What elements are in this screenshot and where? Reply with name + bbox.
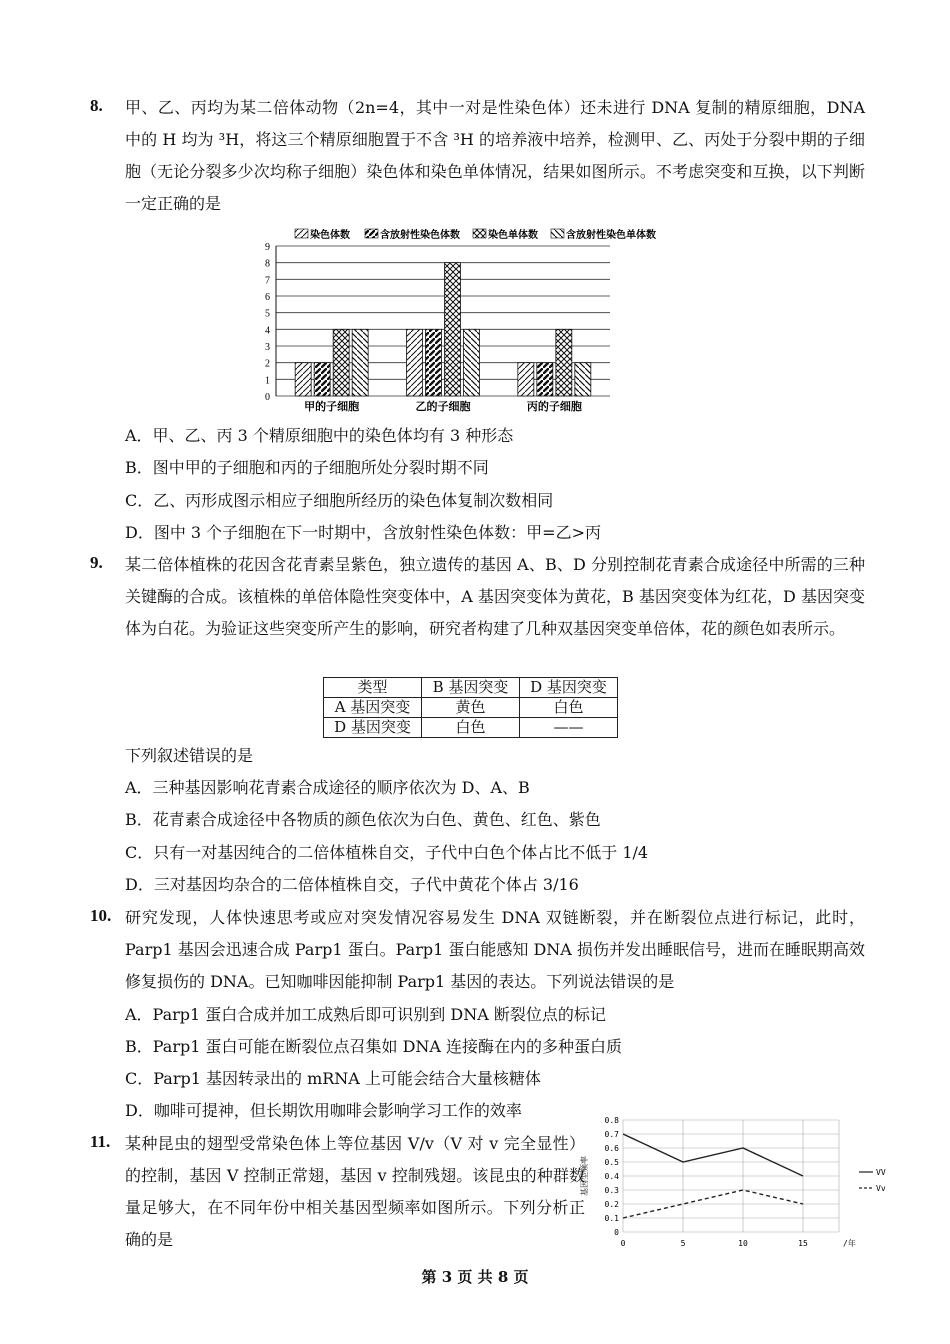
legend-label: 含放射性染色体数 [380, 230, 460, 241]
legend-label: Vv [876, 1184, 886, 1193]
page-footer: 第 3 页 共 8 页 [421, 1268, 529, 1286]
table-cell: 黄色 [422, 698, 520, 718]
bar [314, 363, 330, 396]
bar [352, 329, 368, 396]
question-9-option-d: D．三对基因均杂合的二倍体植株自交，子代中黄花个体占 3/16 [125, 875, 579, 894]
question-9-lead: 下列叙述错误的是 [125, 746, 254, 765]
y-tick-label: 0.1 [604, 1214, 619, 1223]
question-10-option-c: C．Parp1 基因转录出的 mRNA 上可能会结合大量核糖体 [125, 1069, 541, 1088]
y-tick-label: 0.8 [604, 1116, 619, 1125]
question-9-option-b: B．花青素合成途径中各物质的颜色依次为白色、黄色、红色、紫色 [125, 810, 601, 829]
y-tick-label: 3 [265, 342, 270, 353]
question-9-stem: 某二倍体植株的花因含花青素呈紫色，独立遗传的基因 A、B、D 分别控制花青素合成途径中所需的三种关键酶的合成。该植株的单倍体隐性突变体中，A 基因突变体为黄花，B 基因突变体为红花，D 基因突变体为白花。为验证这些突变所产生的影响，研究者构建了几种双基因突变单倍体，花的颜色如表所示。 [125, 555, 865, 638]
x-tick-label: 10 [738, 1239, 748, 1248]
bar [537, 363, 553, 396]
question-9-number: 9. [90, 553, 103, 572]
x-tick-label: 15 [798, 1239, 808, 1248]
line-chart [575, 1108, 895, 1258]
y-tick-label: 0 [265, 392, 270, 403]
question-11-number: 11. [90, 1132, 111, 1151]
x-tick-label: 乙的子细胞 [415, 400, 471, 413]
table-header-cell: B 基因突变 [422, 678, 520, 698]
question-8-number: 8. [90, 96, 103, 115]
bar [333, 329, 349, 396]
table-cell: A 基因突变 [324, 698, 422, 718]
table-header-cell: D 基因突变 [520, 678, 618, 698]
legend-swatch [365, 229, 378, 238]
series-line-VV [623, 1134, 803, 1176]
y-tick-label: 5 [265, 308, 270, 320]
x-tick-label: 5 [680, 1239, 686, 1248]
question-10-option-a: A．Parp1 蛋白合成并加工成熟后即可识别到 DNA 断裂位点的标记 [125, 1005, 606, 1024]
question-8-option-b: B．图中甲的子细胞和丙的子细胞所处分裂时期不同 [125, 458, 489, 477]
table-header-cell: 类型 [324, 678, 422, 698]
bar [464, 329, 480, 396]
y-tick-label: 1 [265, 375, 270, 387]
legend-swatch [551, 229, 564, 238]
question-8-option-d: D．图中 3 个子细胞在下一时期中，含放射性染色体数：甲=乙>丙 [125, 523, 601, 542]
y-tick-label: 4 [265, 325, 270, 337]
question-10-number: 10. [90, 906, 112, 925]
table-cell: D 基因突变 [324, 718, 422, 738]
legend-label: 含放射性染色单体数 [566, 230, 656, 241]
legend-label: 染色体数 [310, 230, 350, 241]
question-9-option-a: A．三种基因影响花青素合成途径的顺序依次为 D、A、B [125, 778, 530, 797]
bar [575, 363, 591, 396]
x-tick-label: 甲的子细胞 [304, 400, 360, 413]
bar [295, 363, 311, 396]
table-header-row [324, 678, 618, 698]
y-tick-label: 0.5 [604, 1158, 619, 1167]
question-11-stem: 某种昆虫的翅型受常染色体上等位基因 V/v（V 对 v 完全显性）的控制，基因 V 控制正常翅，基因 v 控制残翅。该昆虫的种群数量足够大，在不同年份中相关基因型频率如图所示。下列分析正确的是 [125, 1134, 585, 1249]
x-tick-label: 丙的子细胞 [526, 400, 582, 413]
table-cell: —— [520, 718, 618, 738]
bar [518, 363, 534, 396]
y-tick-label: 0.3 [604, 1186, 619, 1195]
bar [445, 263, 461, 396]
y-tick-label: 0.4 [604, 1172, 619, 1181]
y-tick-label: 0.2 [604, 1200, 619, 1209]
table-cell: 白色 [422, 718, 520, 738]
question-10-option-b: B．Parp1 蛋白可能在断裂位点召集如 DNA 连接酶在内的多种蛋白质 [125, 1037, 623, 1056]
legend-label: 染色单体数 [488, 230, 538, 241]
bar [426, 329, 442, 396]
y-axis-label: 基因型频率 [580, 1156, 589, 1196]
question-8-option-a: A．甲、乙、丙 3 个精原细胞中的染色体均有 3 种形态 [125, 426, 514, 445]
x-axis-unit: /年 [843, 1239, 856, 1248]
y-tick-label: 0 [614, 1228, 619, 1237]
y-tick-label: 7 [265, 275, 270, 287]
table-row [324, 698, 618, 718]
question-8-option-c: C．乙、丙形成图示相应子细胞所经历的染色体复制次数相同 [125, 491, 554, 510]
question-8-stem: 甲、乙、丙均为某二倍体动物（2n=4，其中一对是性染色体）还未进行 DNA 复制的精原细胞，DNA 中的 H 均为 ³H，将这三个精原细胞置于不含 ³H 的培养液中培养，检测甲、乙、丙处于分裂中期的子细胞（无论分裂多少次均称子细胞）染色体和染色单体情况，结果如图所示。不考虑突变和互换，以下判断一定正确的是 [125, 98, 865, 213]
legend-label: VV [876, 1168, 886, 1177]
table-row [324, 718, 618, 738]
bar [407, 329, 423, 396]
question-10-stem: 研究发现，人体快速思考或应对突发情况容易发生 DNA 双链断裂，并在断裂位点进行标记，此时，Parp1 基因会迅速合成 Parp1 蛋白。Parp1 蛋白能感知 DNA 损伤并发出睡眠信号，进而在睡眠期高效修复损伤的 DNA。已知咖啡因能抑制 Parp1 基因的表达。下列说法错误的是 [125, 908, 865, 991]
y-tick-label: 0.7 [604, 1130, 619, 1139]
y-tick-label: 9 [265, 242, 270, 253]
y-tick-label: 6 [265, 292, 270, 303]
bar-chart [255, 224, 705, 419]
y-tick-label: 0.6 [604, 1144, 619, 1153]
x-tick-label: 0 [620, 1239, 626, 1248]
legend-swatch [473, 229, 486, 238]
question-10-option-d: D．咖啡可提神，但长期饮用咖啡会影响学习工作的效率 [125, 1101, 522, 1120]
y-tick-label: 8 [265, 258, 270, 270]
table-cell: 白色 [520, 698, 618, 718]
legend-swatch [295, 229, 308, 238]
bar [556, 329, 572, 396]
question-9-option-c: C．只有一对基因纯合的二倍体植株自交，子代中白色个体占比不低于 1/4 [125, 843, 649, 862]
y-tick-label: 2 [265, 358, 270, 370]
flower-color-table [323, 677, 618, 738]
